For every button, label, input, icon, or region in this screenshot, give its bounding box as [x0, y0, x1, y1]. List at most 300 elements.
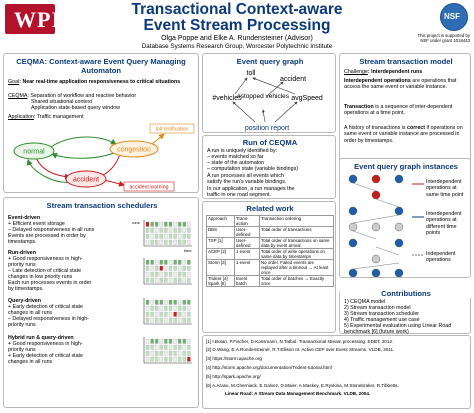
affiliation: Database Systems Research Group, Worcester Polytechnic Institute [141, 43, 333, 50]
instance-legend [426, 211, 470, 236]
grid-cell [187, 222, 190, 227]
authors: Olga Poppe and Elke A. Rundensteiner (Advisor) [161, 35, 313, 42]
scheduler-heading: Event-driven [8, 215, 41, 221]
instance-node [349, 175, 357, 183]
run-line: – computation state (variable bindings) [207, 166, 298, 172]
graph-title: Event query graph [236, 57, 304, 66]
instance-node [372, 223, 380, 231]
automaton-diagram [8, 122, 196, 192]
txn-term: Interdependent operations [344, 78, 411, 84]
reference-item: [5] http://spark.apache.org/ [206, 374, 261, 379]
wpi-logo-text: WPI [14, 7, 61, 32]
grid-cell [183, 260, 186, 265]
contribution-item: 1) CEQMA model [344, 299, 386, 305]
ceqma-item: Application state-based query window [31, 105, 120, 111]
grid-cell [169, 240, 172, 245]
run-line: traffic in one road segment. [207, 192, 272, 198]
grid-cell [146, 240, 149, 245]
grid-cell [183, 351, 186, 356]
grid-critical-cell [146, 222, 149, 227]
scheduler-line: changes in all runs [8, 310, 53, 316]
grid-cell [160, 260, 163, 265]
grid-cell [155, 272, 158, 277]
poster-title-line1: Transactional Context-aware [131, 1, 343, 18]
contributions-title: Contributions [340, 289, 472, 298]
grid-cell [146, 234, 149, 239]
instance-edge [376, 199, 399, 207]
grid-cell [146, 278, 149, 283]
grid-cell [169, 260, 172, 265]
table-header: Trans-action [235, 216, 260, 227]
instance-edge [353, 183, 376, 191]
txn-term: Transaction [344, 104, 374, 110]
scheduler-heading: Query-driven [8, 298, 41, 304]
ceqma-label: CEQMA [8, 93, 28, 99]
instance-node [372, 269, 380, 277]
grid-critical-cell [187, 357, 190, 362]
scheduler-grid [142, 335, 194, 365]
grid-cell [160, 228, 163, 233]
grid-cell [178, 300, 181, 305]
grid-cell [174, 266, 177, 271]
reference-item: Linear Road: A Stream Data Management Benchmark. VLDB, 2004. [225, 391, 371, 396]
grid-cell [174, 272, 177, 277]
table-cell: TSP [1] [207, 238, 235, 249]
grid-cell [174, 357, 177, 362]
grid-cell [146, 312, 149, 317]
grid-cell [155, 240, 158, 245]
grid-cell [174, 306, 177, 311]
instances-diagram [343, 173, 409, 277]
scheduler-grid [142, 218, 194, 248]
instance-node [395, 207, 403, 215]
instance-node [372, 175, 380, 183]
event-query-graph [205, 66, 335, 132]
instance-node [349, 207, 357, 215]
instance-edge [353, 215, 399, 223]
note-label: accident warning [129, 184, 169, 191]
scheduler-line: + Efficient event storage [8, 221, 65, 227]
grid-cell [164, 357, 167, 362]
grid-cell [151, 272, 154, 277]
goal-text: : Near real-time application responsiveness to critical situations [19, 79, 181, 85]
grid-cell [146, 272, 149, 277]
grid-cell [164, 306, 167, 311]
grid-cell [178, 357, 181, 362]
related-work-panel [202, 201, 336, 333]
challenge-line [344, 69, 422, 75]
grid-cell [178, 278, 181, 283]
grid-cell [183, 318, 186, 323]
grid-cell [164, 272, 167, 277]
grid-cell [174, 339, 177, 344]
ceqma-item: : Separation of workflow and reactive behavior [27, 93, 137, 99]
grid-cell [178, 345, 181, 350]
grid-cell [187, 306, 190, 311]
grid-cell [155, 300, 158, 305]
run-line: A run processes all events which [207, 173, 284, 179]
grid-cell [151, 266, 154, 271]
grid-cell [160, 312, 163, 317]
challenge-text: : Interdependent runs [367, 69, 423, 75]
reference-item: [3] https://storm.apache.org [206, 356, 262, 361]
run-line: – events matched so far [207, 154, 264, 160]
scheduler-grid [142, 296, 194, 326]
grid-cell [151, 351, 154, 356]
table-cell: DBS [207, 227, 235, 238]
related-title: Related work [246, 204, 294, 213]
grid-critical-cell [160, 266, 163, 271]
legend-label: Interdependent operations at same time point [426, 179, 464, 198]
action-arrow [104, 180, 124, 185]
grid-cell [169, 351, 172, 356]
scheduler-line: + Early detection of critical state [8, 353, 83, 359]
txn-text: are operations that access the same event or variable instance. [344, 78, 457, 91]
txn-text: A history of transactions is [344, 125, 408, 131]
grid-cell [174, 228, 177, 233]
scheduler-grid [142, 256, 194, 286]
grid-cell [187, 300, 190, 305]
nsf-logo-text: NSF [444, 12, 460, 21]
grid-cell [155, 312, 158, 317]
grid-cell [164, 278, 167, 283]
grid-cell [183, 234, 186, 239]
grid-cell [183, 278, 186, 283]
grid-cell [174, 234, 177, 239]
contribution-item: 5) Experimental evaluation using Linear Road benchmark [6] (future work) [344, 323, 452, 336]
grid-cell [174, 300, 177, 305]
grid-cell [183, 357, 186, 362]
instance-node [395, 239, 403, 247]
run-line: In our application, a run manages the [207, 186, 295, 192]
table-cell: Storm [3] [207, 260, 235, 276]
ceqma-item: Shared situational context [31, 99, 92, 105]
run-line: satisfy the run's variable bindings. [207, 179, 287, 185]
grid-cell [169, 357, 172, 362]
grid-cell [183, 266, 186, 271]
event-query-graph-panel [202, 53, 336, 133]
scheduler-line: + Early detection of critical state [8, 304, 83, 310]
grid-cell [164, 312, 167, 317]
grid-cell [151, 228, 154, 233]
grid-cell [160, 345, 163, 350]
state-label: accident [72, 176, 100, 184]
grid-cell [151, 339, 154, 344]
instances-panel [339, 158, 471, 278]
grid-cell [155, 357, 158, 362]
goal-line [8, 79, 180, 85]
grid-cell [151, 300, 154, 305]
grid-cell [164, 222, 167, 227]
instance-legend [426, 251, 470, 264]
table-header-row [207, 216, 334, 227]
scheduler-line: – Delayed responsiveness in high- [8, 316, 89, 322]
grid-cell [160, 222, 163, 227]
grid-cell [174, 278, 177, 283]
instance-legend [426, 179, 470, 198]
scheduler-line: priority runs [8, 347, 36, 353]
legend-arrows [410, 179, 426, 263]
application-label: Application [8, 114, 34, 120]
table-row [207, 276, 334, 287]
scheduler-line: Events are processed in order by [8, 233, 86, 239]
state-label: congestion [117, 146, 151, 154]
table-cell: User-defined [235, 238, 260, 249]
grid-cell [164, 345, 167, 350]
instance-node [372, 255, 380, 263]
grid-cell [151, 357, 154, 362]
table-cell: 1 event [235, 260, 260, 276]
table-cell: ACEP [2] [207, 249, 235, 260]
grid-cell [169, 234, 172, 239]
schedulers-title: Stream transaction schedulers [46, 201, 158, 210]
application-line [8, 114, 84, 120]
ceqma-panel [3, 53, 199, 193]
grid-cell [178, 351, 181, 356]
grid-cell [146, 266, 149, 271]
related-table [206, 215, 334, 287]
grid-cell [178, 318, 181, 323]
grid-cell [169, 228, 172, 233]
table-cell: Total order of transactions on same data by event arrival [260, 238, 334, 249]
grid-cell [187, 272, 190, 277]
grid-critical-cell [174, 312, 177, 317]
grid-cell [187, 339, 190, 344]
txn-paragraph [344, 78, 468, 91]
txn-text: if operations on same event or variable instance are processed in order by timestamps. [344, 125, 463, 144]
grid-cell [174, 260, 177, 265]
txn-paragraph [344, 104, 468, 117]
grid-cell [183, 300, 186, 305]
grid-cell [164, 240, 167, 245]
run-title: Run of CEQMA [242, 138, 298, 147]
grid-cell [187, 312, 190, 317]
grid-cell [178, 312, 181, 317]
grid-cell [178, 222, 181, 227]
graph-node: avgSpeed [291, 95, 323, 102]
graph-node: toll [246, 70, 256, 77]
grid-cell [151, 345, 154, 350]
txn-text: is a sequence of inter-dependent operations at a time point. [344, 104, 453, 117]
graph-node: #vehicles [212, 95, 242, 102]
grid-runs-label: runs [132, 220, 140, 225]
grid-cell [187, 345, 190, 350]
table-row [207, 260, 334, 276]
contribution-item: 3) Stream transaction scheduler [344, 311, 420, 317]
scheduler-line: timestamps. [8, 239, 37, 245]
grid-cell [178, 260, 181, 265]
legend-label: Independent operations [426, 251, 456, 264]
nsf-logo [440, 3, 468, 31]
table-cell: Total order of batches → Exactly once [260, 276, 334, 287]
grid-cell [183, 306, 186, 311]
grid-cell [160, 306, 163, 311]
scheduler-line: + Good responsiveness in high- [8, 341, 83, 347]
table-cell: Total order of transactions [260, 227, 334, 238]
txn-term: correct [407, 125, 425, 131]
grid-cell [155, 266, 158, 271]
graph-node: position report [244, 125, 290, 132]
scheduler-heading: Run-driven [8, 250, 36, 256]
grid-cell [178, 240, 181, 245]
grid-cell [183, 339, 186, 344]
grid-cell [169, 318, 172, 323]
grid-cell [151, 312, 154, 317]
grid-cell [169, 312, 172, 317]
run-of-ceqma-panel [202, 135, 336, 199]
references-panel [202, 335, 471, 409]
grid-cell [164, 234, 167, 239]
grid-cell [155, 222, 158, 227]
grid-cell [151, 278, 154, 283]
grid-cell [155, 351, 158, 356]
grid-cell [164, 266, 167, 271]
grid-cell [151, 222, 154, 227]
grid-cell [146, 306, 149, 311]
grid-cell [160, 234, 163, 239]
grid-cell [155, 228, 158, 233]
grid-cell [155, 260, 158, 265]
grid-cell [169, 306, 172, 311]
table-header: Approach [207, 216, 235, 227]
instance-node [395, 175, 403, 183]
scheduler-line: changes in all runs [8, 359, 53, 365]
poster-title-line2: Event Stream Processing [143, 17, 331, 34]
grid-cell [178, 266, 181, 271]
grid-cell [187, 260, 190, 265]
contribution-item: 4) Traffic management use case [344, 317, 420, 323]
grid-cell [169, 345, 172, 350]
grid-cell [146, 357, 149, 362]
grid-cell [178, 228, 181, 233]
reference-item: [2] D.Wang, E.A.Rundensteiner, R.T.Ellison III. Active CEP over Event Streams. VLDB, 2011. [206, 347, 395, 352]
run-line: A run is uniquely identified by: [207, 148, 278, 154]
grid-cell [146, 228, 149, 233]
grid-cell [155, 318, 158, 323]
grid-cell [187, 228, 190, 233]
grid-cell [174, 222, 177, 227]
challenge-label: Challenge [344, 69, 368, 75]
instances-title: Event query graph instances [354, 162, 458, 171]
grid-cell [178, 339, 181, 344]
grid-cell [187, 278, 190, 283]
table-header: Transaction ordering [260, 216, 334, 227]
grid-cell [169, 278, 172, 283]
table-row [207, 238, 334, 249]
scheduler-line: + Good responsiveness in high- [8, 256, 83, 262]
transition-arrow [48, 137, 116, 149]
grid-cell [155, 339, 158, 344]
grid-cell [178, 306, 181, 311]
legend-label: Interdependent operations at different time points [426, 211, 462, 236]
wpi-logo [5, 4, 61, 34]
txn-paragraph [344, 125, 468, 144]
application-text: : Traffic management [33, 114, 84, 120]
grid-cell [146, 300, 149, 305]
scheduler-line: by timestamps. [8, 286, 44, 292]
grid-cell [151, 234, 154, 239]
table-cell: User-defined [235, 227, 260, 238]
grid-cell [160, 272, 163, 277]
grid-cell [187, 234, 190, 239]
grid-cell [164, 260, 167, 265]
reference-item: [4] http://storm.apache.org/documentation/Trident-tutorial.html [206, 365, 332, 370]
grid-cell [160, 300, 163, 305]
grid-cell [160, 357, 163, 362]
contribution-item: 2) Stream transaction model [344, 305, 411, 311]
note-label: toll notification [155, 126, 189, 133]
table-cell: No order. Failed events are replayed after a timeout → At least once [260, 260, 334, 276]
table-row [207, 227, 334, 238]
scheduler-line: priority runs [8, 262, 36, 268]
graph-node: accident [279, 76, 307, 83]
grid-cell [174, 240, 177, 245]
grid-axis-label: time [184, 248, 192, 253]
grid-cell [155, 345, 158, 350]
state-label: normal [23, 148, 45, 156]
grid-cell [164, 318, 167, 323]
scheduler-heading: Hybrid run & query-driven [8, 335, 74, 341]
instance-node [349, 269, 357, 277]
grid-cell [155, 234, 158, 239]
grant-line1: This project is supported by [417, 33, 470, 38]
grid-cell [155, 306, 158, 311]
contributions-panel [339, 290, 471, 334]
grid-cell [160, 278, 163, 283]
grid-cell [146, 318, 149, 323]
grant-line2: NSF under grant 1018443 [420, 38, 470, 43]
grid-cell [183, 272, 186, 277]
grid-cell [183, 228, 186, 233]
grid-cell [187, 318, 190, 323]
grid-cell [169, 222, 172, 227]
txn-model-panel [339, 53, 471, 171]
table-cell: 1 event [235, 249, 260, 260]
run-line: – state of the automaton [207, 160, 265, 166]
grid-cell [169, 300, 172, 305]
grid-cell [164, 339, 167, 344]
grid-cell [183, 312, 186, 317]
grid-cell [146, 345, 149, 350]
table-row [207, 249, 334, 260]
table-cell: Trident [4] Spark [5] [207, 276, 235, 287]
grid-cell [174, 345, 177, 350]
grid-cell [146, 339, 149, 344]
grid-cell [169, 339, 172, 344]
grid-cell [174, 318, 177, 323]
instance-edge [376, 247, 399, 255]
schedulers-panel [3, 197, 199, 408]
grid-cell [146, 260, 149, 265]
grid-cell [187, 351, 190, 356]
reference-item: [6] A.Arasu, M.Cherniack, E.Galvez, D.Maier, A.Maskey, E.Ryvkina, M.Stonebraker, R.Tibbetts. [206, 383, 399, 388]
instance-node [395, 223, 403, 231]
grid-cell [146, 351, 149, 356]
grid-cell [151, 318, 154, 323]
instance-node [372, 191, 380, 199]
grid-cell [151, 260, 154, 265]
txn-model-title: Stream transaction model [359, 57, 453, 66]
grid-cell [183, 240, 186, 245]
instance-node [349, 239, 357, 247]
instance-edge [353, 263, 399, 269]
instance-node [349, 223, 357, 231]
grid-cell [155, 278, 158, 283]
scheduler-line: Each run processes events in order [8, 280, 92, 286]
grid-cell [164, 351, 167, 356]
instance-node [395, 269, 403, 277]
ceqma-title: CEQMA: Context-aware Event Query Managing Automaton [16, 57, 186, 75]
